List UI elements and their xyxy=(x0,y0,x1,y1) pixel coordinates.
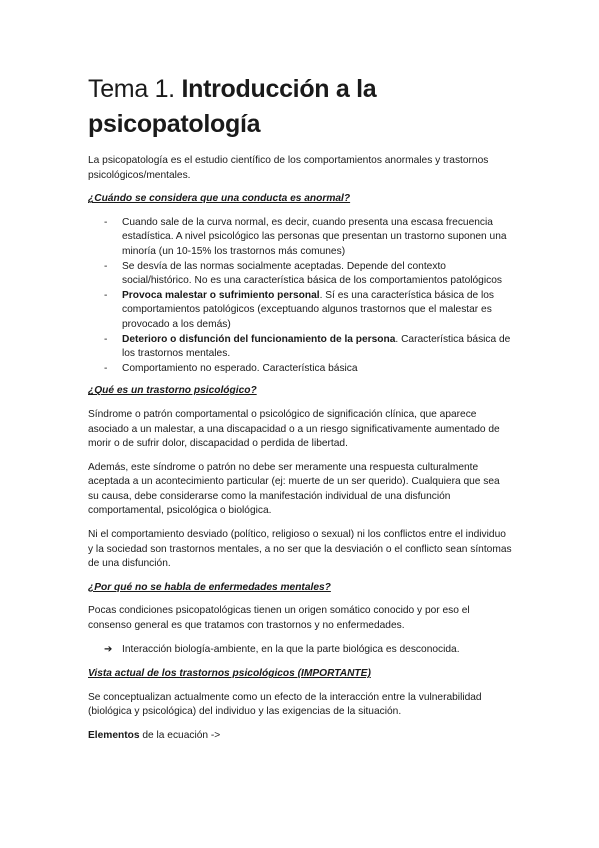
elements-line xyxy=(88,729,513,744)
disorders-paragraph: Pocas condiciones psicopatológicas tienen un origen somático conocido y por eso el consenso general es que tratamos con trastornos y no enfermedades. xyxy=(88,605,470,632)
question-heading-3: ¿Por qué no se habla de enfermedades mentales? xyxy=(88,581,331,593)
list-item xyxy=(88,260,513,289)
arrow-right-icon: ➔ xyxy=(104,643,113,655)
list-item-text: . Característica básica de los trastornos mentales. xyxy=(122,333,511,360)
question-heading-1: ¿Cuándo se considera que una conducta es anormal? xyxy=(88,193,351,205)
definition-paragraph: Además, este síndrome o patrón no debe ser meramente una respuesta culturalmente aceptada a un acontecimiento particular (ej: muerte de un ser querido). Cualquiera que sea su causa, debe considerarse como la manifestación individual de una disfunción comportamental, psicológica o biológica. xyxy=(88,461,500,517)
elements-text: de la ecuación -> xyxy=(139,730,221,741)
question-heading-4: Vista actual de los trastornos psicológicos (IMPORTANTE) xyxy=(88,668,371,680)
page-title xyxy=(88,72,513,142)
list-item xyxy=(88,333,513,362)
dash-bullet: - xyxy=(104,362,108,374)
arrow-item-text: Interacción biología-ambiente, en la que la parte biológica es desconocida. xyxy=(122,643,460,655)
dash-bullet: - xyxy=(104,216,108,228)
list-item-bold: Provoca malestar o sufrimiento personal xyxy=(122,289,320,301)
dash-bullet: - xyxy=(104,289,108,301)
definition-paragraph: Síndrome o patrón comportamental o psicológico de significación clínica, que aparece asociado a un malestar, a una discapacidad o a un riesgo significativamente aumentado de morir o de sufrir dolor, discapacidad o perdida de libertad. xyxy=(88,408,500,450)
question-heading-2: ¿Qué es un trastorno psicológico? xyxy=(88,385,257,397)
list-item-text: . Sí es una característica básica de los comportamientos patológicos (exceptuando algunos trastornos que el malestar es provocado a los demás) xyxy=(122,289,494,330)
list-item-text: Cuando sale de la curva normal, es decir, cuando presenta una escasa frecuencia estadística. A nivel psicológico las personas que presentan un trastorno suponen una minoría (un 10-15% los trastornos más comunes) xyxy=(122,216,507,257)
list-item xyxy=(88,362,513,377)
dash-bullet: - xyxy=(104,333,108,345)
list-item-bold: Deterioro o disfunción del funcionamiento de la persona xyxy=(122,333,396,345)
dash-bullet: - xyxy=(104,260,108,272)
intro-paragraph: La psicopatología es el estudio científico de los comportamientos anormales y trastornos psicológicos/mentales. xyxy=(88,155,489,181)
criteria-list xyxy=(88,216,513,377)
arrow-list-item xyxy=(88,643,513,658)
current-view-paragraph: Se conceptualizan actualmente como un efecto de la interacción entre la vulnerabilidad (biológica y psicológica) del individuo y las exigencias de la situación. xyxy=(88,691,482,718)
list-item-text: Se desvía de las normas socialmente aceptadas. Depende del contexto social/histórico. No es una característica básica de los comportamientos patológicos xyxy=(122,260,502,287)
title-prefix: Tema 1. xyxy=(88,75,182,103)
title-main: Introducción a la psicopatología xyxy=(88,75,377,138)
list-item-text: Comportamiento no esperado. Característica básica xyxy=(122,362,358,374)
list-item xyxy=(88,289,513,333)
elements-label: Elementos xyxy=(88,730,140,741)
definition-paragraph: Ni el comportamiento desviado (político, religioso o sexual) ni los conflictos entre el individuo y la sociedad son trastornos mentales, a no ser que la desviación o el conflicto sean síntomas de una disfunción. xyxy=(88,529,512,570)
list-item xyxy=(88,216,513,260)
